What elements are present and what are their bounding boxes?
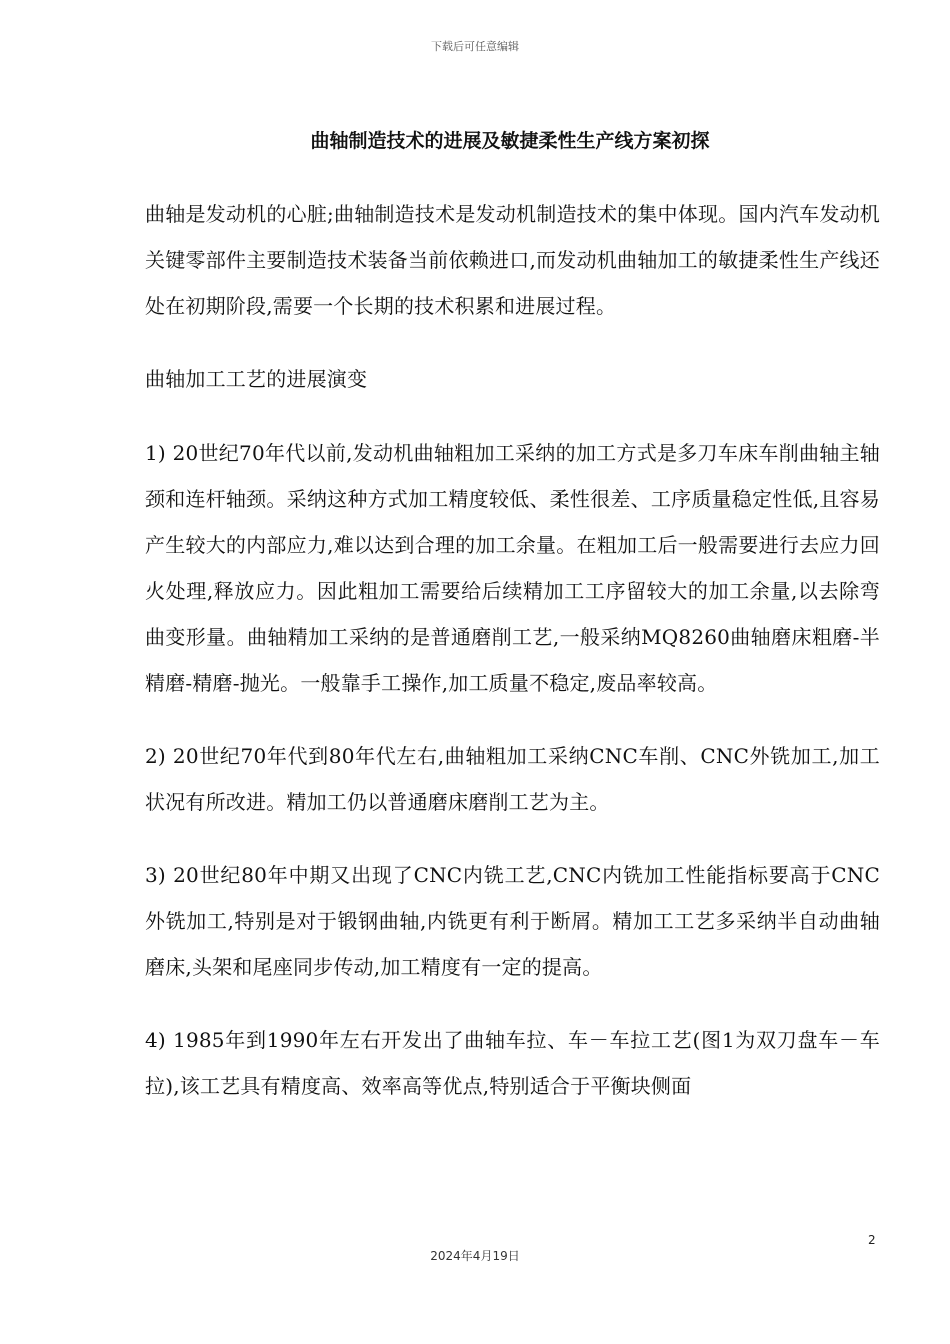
page-header-note: 下载后可任意编辑 [431,40,519,53]
page-number: 2 [868,1233,876,1247]
document-body [145,191,880,1136]
list-item-4: 4) 1985年到1990年左右开发出了曲轴车拉、车－车拉工艺(图1为双刀盘车－车拉),该工艺具有精度高、效率高等优点,特别适合于平衡块侧面 [145,1028,880,1098]
footer-date: 2024年4月19日 [430,1249,520,1263]
intro-paragraph: 曲轴是发动机的心脏;曲轴制造技术是发动机制造技术的集中体现。国内汽车发动机关键零部件主要制造技术装备当前依赖进口,而发动机曲轴加工的敏捷柔性生产线还处在初期阶段,需要一个长期的技术积累和进展过程。 [145,202,880,318]
list-item-3: 3) 20世纪80年中期又出现了CNC内铣工艺,CNC内铣加工性能指标要高于CNC外铣加工,特别是对于锻钢曲轴,内铣更有利于断屑。精加工工艺多采纳半自动曲轴磨床,头架和尾座同步传动,加工精度有一定的提高。 [145,863,880,979]
document-title: 曲轴制造技术的进展及敏捷柔性生产线方案初探 [310,130,710,152]
section-heading: 曲轴加工工艺的进展演变 [145,367,368,391]
list-item-1: 1) 20世纪70年代以前,发动机曲轴粗加工采纳的加工方式是多刀车床车削曲轴主轴颈和连杆轴颈。采纳这种方式加工精度较低、柔性很差、工序质量稳定性低,且容易产生较大的内部应力,难以达到合理的加工余量。在粗加工后一般需要进行去应力回火处理,释放应力。因此粗加工需要给后续精加工工序留较大的加工余量,以去除弯曲变形量。曲轴精加工采纳的是普通磨削工艺,一般采纳MQ8260曲轴磨床粗磨-半精磨-精磨-抛光。一般靠手工操作,加工质量不稳定,废品率较高。 [145,441,880,695]
list-item-2: 2) 20世纪70年代到80年代左右,曲轴粗加工采纳CNC车削、CNC外铣加工,加工状况有所改进。精加工仍以普通磨床磨削工艺为主。 [145,744,880,814]
